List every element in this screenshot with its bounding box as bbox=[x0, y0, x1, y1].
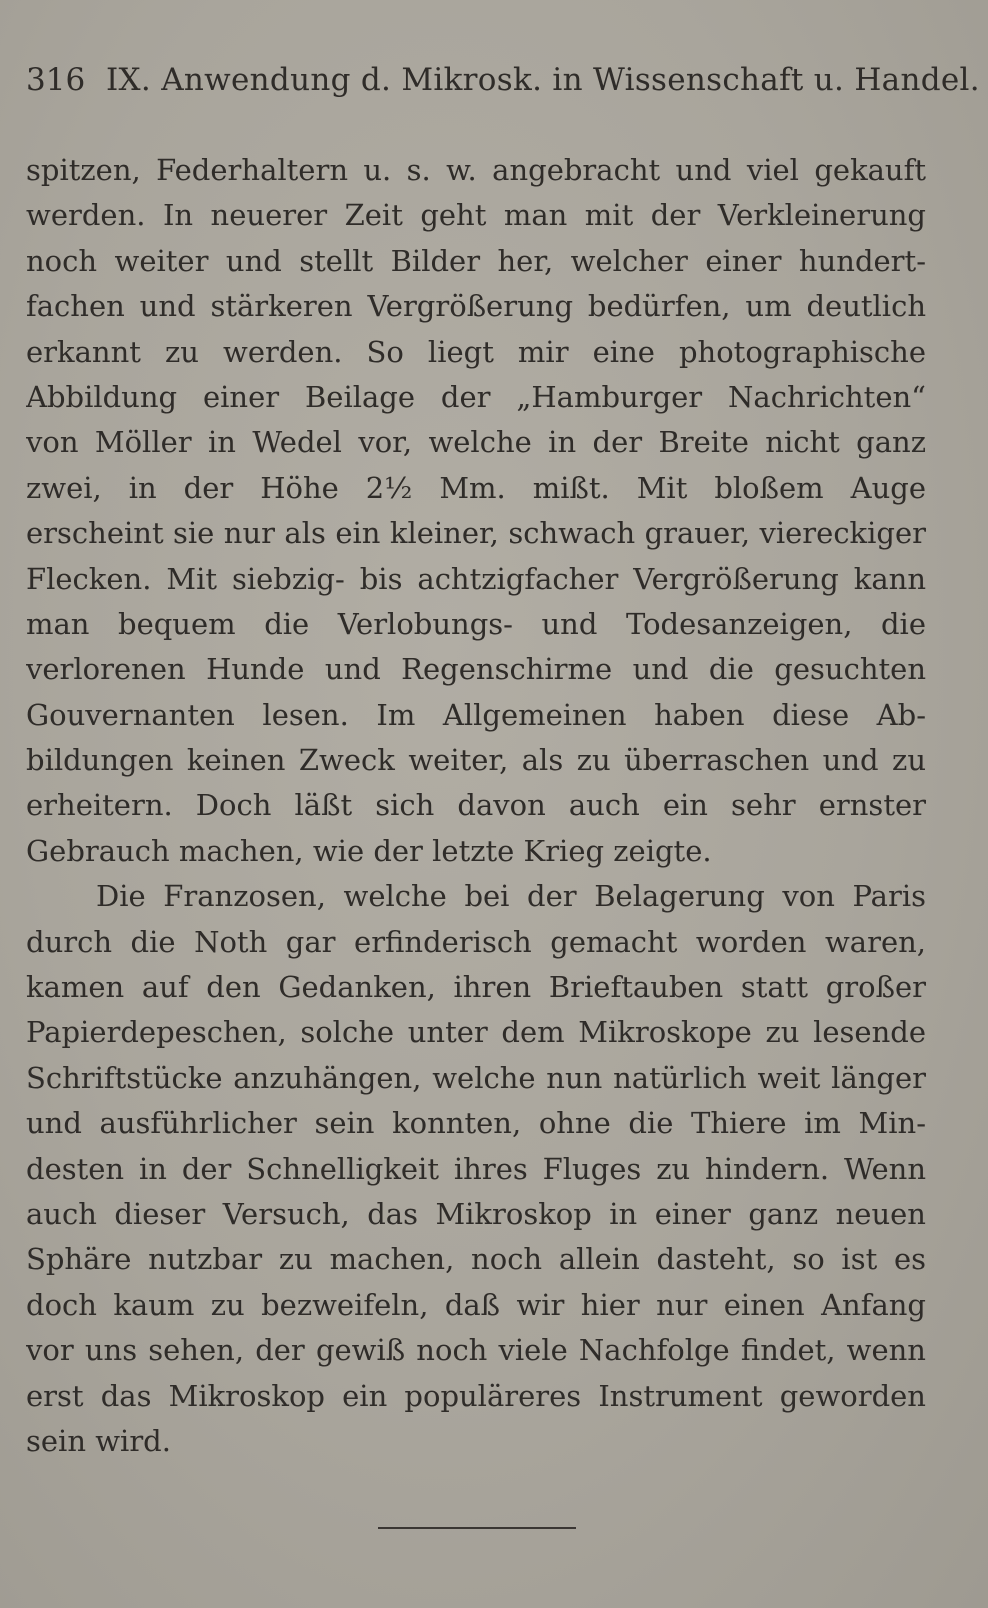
page-number: 316 bbox=[26, 62, 86, 98]
text-line: durch die Noth gar erfinderisch gemacht worden waren, bbox=[26, 924, 926, 959]
text-line: verlorenen Hunde und Regenschirme und die gesuchten bbox=[26, 652, 926, 687]
text-line: noch weiter und stellt Bilder her, welcher einer hundert- bbox=[26, 243, 926, 278]
text-line: fachen und stärkeren Vergrößerung bedürfen, um deutlich bbox=[26, 289, 926, 324]
text-line: Flecken. Mit siebzig- bis achtzigfacher Vergrößerung kann bbox=[26, 561, 926, 596]
text-line: Gebrauch machen, wie der letzte Krieg zeigte. bbox=[26, 833, 712, 868]
text-line: Die Franzosen, welche bei der Belagerung von Paris bbox=[96, 879, 926, 914]
text-line: erscheint sie nur als ein kleiner, schwach grauer, viereckiger bbox=[26, 516, 926, 551]
text-line: spitzen, Federhaltern u. s. w. angebracht und viel gekauft bbox=[26, 153, 926, 187]
text-line: Abbildung einer Beilage der „Hamburger Nachrichten“ bbox=[26, 379, 926, 414]
text-line: erst das Mikroskop ein populäreres Instrument geworden bbox=[26, 1378, 926, 1413]
text-line: und ausführlicher sein konnten, ohne die Thiere im Min- bbox=[26, 1106, 926, 1141]
text-line: werden. In neuerer Zeit geht man mit der Verkleinerung bbox=[26, 198, 926, 233]
end-rule bbox=[378, 1527, 576, 1529]
text-line: von Möller in Wedel vor, welche in der Breite nicht ganz bbox=[26, 425, 926, 460]
text-line: Papierdepeschen, solche unter dem Mikroskope zu lesende bbox=[26, 1015, 926, 1050]
running-header bbox=[26, 62, 980, 112]
text-line: vor uns sehen, der gewiß noch viele Nachfolge findet, wenn bbox=[26, 1333, 926, 1368]
text-line: desten in der Schnelligkeit ihres Fluges zu hindern. Wenn bbox=[26, 1151, 926, 1186]
text-line: bildungen keinen Zweck weiter, als zu überraschen und zu bbox=[26, 743, 926, 778]
text-line: Gouvernanten lesen. Im Allgemeinen haben diese Ab- bbox=[26, 697, 926, 732]
text-line: zwei, in der Höhe 2½ Mm. mißt. Mit bloßem Auge bbox=[26, 470, 926, 505]
text-line: erkannt zu werden. So liegt mir eine photographische bbox=[26, 334, 926, 369]
text-line: man bequem die Verlobungs- und Todesanzeigen, die bbox=[26, 606, 926, 641]
text-line: Schriftstücke anzuhängen, welche nun natürlich weit länger bbox=[26, 1060, 926, 1095]
body-text bbox=[26, 148, 926, 1464]
text-line: doch kaum zu bezweifeln, daß wir hier nur einen Anfang bbox=[26, 1287, 926, 1322]
text-line: Sphäre nutzbar zu machen, noch allein dasteht, so ist es bbox=[26, 1242, 926, 1277]
text-line: sein wird. bbox=[26, 1423, 171, 1458]
text-line: erheitern. Doch läßt sich davon auch ein sehr ernster bbox=[26, 788, 926, 823]
text-line: kamen auf den Gedanken, ihren Brieftauben statt großer bbox=[26, 970, 926, 1005]
running-title: IX. Anwendung d. Mikrosk. in Wissenschaft u. Handel. bbox=[106, 62, 980, 98]
text-line: auch dieser Versuch, das Mikroskop in einer ganz neuen bbox=[26, 1196, 926, 1231]
